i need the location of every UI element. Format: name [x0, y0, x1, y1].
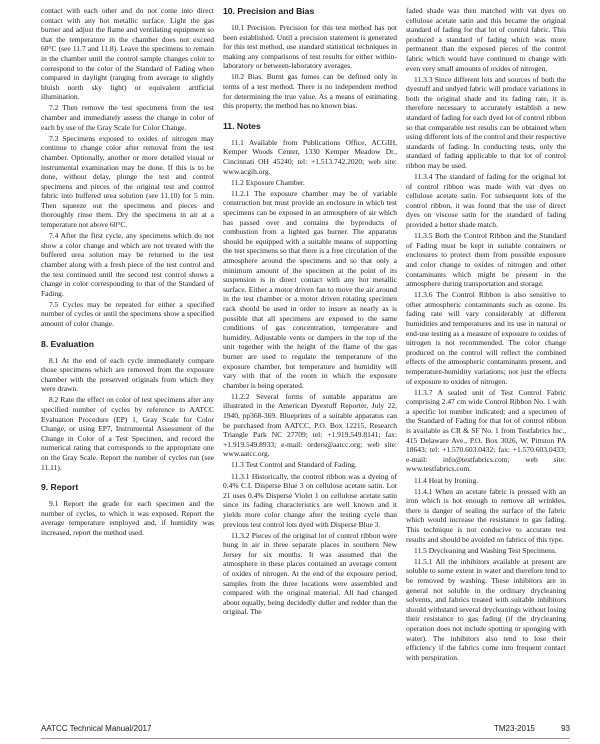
footer-method-code: TM23-2015 — [493, 724, 535, 733]
paragraph: 7.5 Cycles may be repeated for either a specified number of cycles or until the specimens show a specified amount of color change. — [41, 299, 214, 328]
section-heading-report: 9. Report — [41, 482, 79, 493]
paragraph: 11.3.5 Both the Control Ribbon and the Standard of Fading must be kept in suitable containers or enclosures to protect them from possible exposure and color change to oxides of nitrogen and other contaminants which might be present in the atmosphere during transportation and storage. — [406, 231, 566, 289]
paragraph: 11.4.1 When an acetate fabric is pressed with an iron which is hot enough to remove all wrinkles, there is danger of sealing the surface of the fabric which would increase the resistance to gas fading. This technique is not conducive to accurate test results and should be avoided on fabrics of this type. — [406, 486, 566, 544]
paragraph: 11.3.4 The standard of fading for the original lot of control ribbon was made with vat dyes on cellulose acetate satin. For subsequent lots of the control ribbon, it was found that the use of direct dyes on viscose satin for the standard of fading provided a better shade match. — [406, 172, 566, 230]
section-heading-evaluation: 8. Evaluation — [41, 338, 95, 349]
section-heading-notes: 11. Notes — [223, 120, 261, 131]
paragraph: 11.1 Available from Publications Office, ACGIH, Kemper Woods Center, 1330 Kemper Meadow Dr., Cincinnati OH 45240; tel: +1.513.742.2020; web site: www.acgih.org. — [223, 137, 397, 176]
page-number: 93 — [561, 724, 570, 733]
paragraph: 11.2.1 The exposure chamber may be of variable construction but must provide an enclosure in which test specimens can be exposed in an atmosphere of air which has passed over and contains the byproducts of combustion from a lighted gas burner. The apparatus should be equipped with a suitable means of supporting the test specimens so that there is a free circulation of the atmosphere around the specimens and so that only a minimum amount of the specimen at the point of its suspension is in direct contact with any hot metallic surface. Either a motor driven fan to move the air around in the test chamber or a motor driven rotating specimen rack should be used in order to insure as nearly as is possible that all specimens are exposed to the same conditions of gas concentration, temperature and humidity. Adjustable vents or dampers in the top of the unit together with the height of the flame of the gas burner are used to regulate the temperature of the exposure chamber, but temperature and humidity will vary with that of the room in which the exposure chamber is being operated. — [223, 188, 397, 390]
footer-right — [470, 724, 570, 733]
column-3 — [406, 6, 566, 702]
footer-rule — [41, 738, 570, 739]
paragraph: 10.2 Bias. Burnt gas fumes can be defined only in terms of a test method. There is no independent method for determining the true value. As a means of estimating this property, the method has no known bias. — [223, 72, 397, 111]
paragraph: 9.1 Report the grade for each specimen and the number of cycles, to which it was exposed. Report the average temperature employed and, if humidity was increased, report the method used. — [41, 499, 214, 537]
paragraph: 11.3.3 Since different lots and sources of both the dyestuff and undyed fabric will produce variations in both the original shade and its fading rate, it is therefore necessary to accurately establish a new standard of fading for each dyed lot of control ribbon so that comparable test results can be obtained when using different lots of the control and their respective standards of fading. In conducting tests, only the standard of fading applicable to that lot of control ribbon may be used. — [406, 74, 566, 170]
paragraph: 7.2 Then remove the test specimens from the test chamber and immediately assess the change in color of each by use of the Gray Scale for Color Change. — [41, 103, 214, 132]
footer-publication: AATCC Technical Manual/2017 — [41, 724, 152, 733]
column-2 — [223, 6, 397, 702]
paragraph: 11.3.1 Historically, the control ribbon was a dyeing of 0.4% C.I. Disperse Blue 3 on cellulose acetate satin. Lot 21 uses 0.4% Disperse Violet 1 on cellulose acetate satin since its fading characteristics are well known and it yields more color change after the testing cycle than previous test control lots dyed with Disperse Blue 3. — [223, 471, 397, 529]
paragraph: 11.5 Drycleaning and Washing Test Specimens. — [414, 545, 557, 555]
paragraph: 11.4 Heat by Ironing. — [414, 475, 479, 485]
paragraph: contact with each other and do not come into direct contact with any hot metallic surface. Light the gas burner and adjust the flame and ventilating equipment so that the temperature in the chamber does not exceed 60°C (see 11.7 and 11.8). Leave the specimens to remain in the chamber until the control sample changes color to correspond to the color of the Standard of Fading when compared in daylight (ranging from average to slightly bluish north sky light) or equivalent artificial illumination. — [41, 6, 214, 102]
paragraph: 11.2.2 Several forms of suitable apparatus are illustrated in the American Dyestuff Reporter, July 22, 1940, pp368-369. Blueprints of a suitable apparatus can be purchased from AATCC, P.O. Box 12215, Research Triangle Park NC 27709; tel: +1.919.549.8141; fax: +1.919.549.8933; e-mail: orders@aatcc.org; web site: www.aatcc.org. — [223, 391, 397, 459]
paragraph: 8.2 Rate the effect on color of test specimens after any specified number of cycles by reference to AATCC Evaluation Procedure (EP) 1, Gray Scale for Color Change, or using EP7, Instrumental Assessment of the Change in Color of a Test Specimen, and record the numerical rating that corresponds to the appropriate one on the Gray Scale. Report the number of cycles run (see 11.11). — [41, 395, 214, 472]
paragraph: 8.1 At the end of each cycle immediately compare those specimens which are removed from the exposure chamber with the preserved originals from which they were drawn. — [41, 355, 214, 394]
paragraph: 10.1 Precision. Precision for this test method has not been established. Until a precision statement is generated for this test method, use standard statistical techniques in making any comparisons of test results for either within-laboratory or between-laboratory averages. — [223, 23, 397, 71]
section-heading-precision-and-bias: 10. Precision and Bias — [223, 6, 315, 16]
paragraph: 7.3 Specimens exposed to oxides of nitrogen may continue to change color after removal from the test chamber. Optionally, another or more detailed visual or instrumental examination may be done. If this is to be done, without delay, plunge the test and control specimens and pieces of the original test and control fabric into buffered urea solution (see 11.10) for 5 min. Then squeeze out the specimens and pieces and thoroughly rinse them. Dry the specimens in air at a temperature not above 60°C. — [41, 133, 214, 230]
paragraph: 11.3 Test Control and Standard of Fading. — [231, 460, 357, 470]
paragraph: 11.2 Exposure Chamber. — [231, 177, 305, 187]
paragraph: 11.5.1 All the inhibitors available at present are soluble to some extent in water and therefore tend to be removed by washing. These inhibitors are in general not soluble in the ordinary drycleaning solvents, and fabrics treated with suitable inhibitors should withstand several drycleanings without losing their resistance to gas fading (if the drycleaning operation does not include spotting or sponging with water). The inhibitors also tend to lose their efficiency if the fabrics come into frequent contact with perspiration. — [406, 556, 566, 662]
paragraph: 11.3.7 A sealed unit of Test Control Fabric comprising 2.47 cm wide Control Ribbon No. 1 with a specific lot number indicated; and a specimen of the Standard of Fading for that lot of control ribbon is available as CR & SF No. 1 from Testfabrics Inc., 415 Delaware Ave., P.O. Box 3026, W. Pittston PA 18643; tel: +1.570.603.0432; fax: +1.570.603.0433; e-mail: info@testfabrics.com; web site: www.testfabrics.com. — [406, 387, 566, 474]
paragraph: 7.4 After the first cycle, any specimens which do not show a color change and which are not treated with the buffered urea solution may be returned to the test chamber along with a fresh piece of the test control and the test continued until the second test control shows a change in color corresponding to that of the Standard of Fading. — [41, 231, 214, 298]
paragraph: 11.3.6 The Control Ribbon is also sensitive to other atmospheric contaminants such as ozone. Its fading rate will vary considerably at different humidities and temperatures and its use in natural or end-use testing as a measure of exposure to oxides of nitrogen is not recommended. The color change produced on the control will reflect the combined effects of the atmospheric contaminants present, and temperature-humidity variations; not just the effects of exposure to oxides of nitrogen. — [406, 290, 566, 386]
paragraph: 11.3.2 Pieces of the original lot of control ribbon were hung in air in three separate places in southern New Jersey for six months. It was assumed that the atmosphere in these places contained an average content of oxides of nitrogen. At the end of the exposure period, samples from the three locations were assembled and compared with the original material. All had changed about equally, being decidedly duller and redder than the original. The — [223, 530, 397, 617]
column-1 — [41, 6, 214, 702]
paragraph: faded shade was then matched with vat dyes on cellulose acetate satin and this became the original standard of fading for that lot of control fabric. This produced a standard of fading which was more permanent than the exposed pieces of the control fabric which would have continued to change with even very small amounts of oxides of nitrogen. — [406, 6, 566, 73]
